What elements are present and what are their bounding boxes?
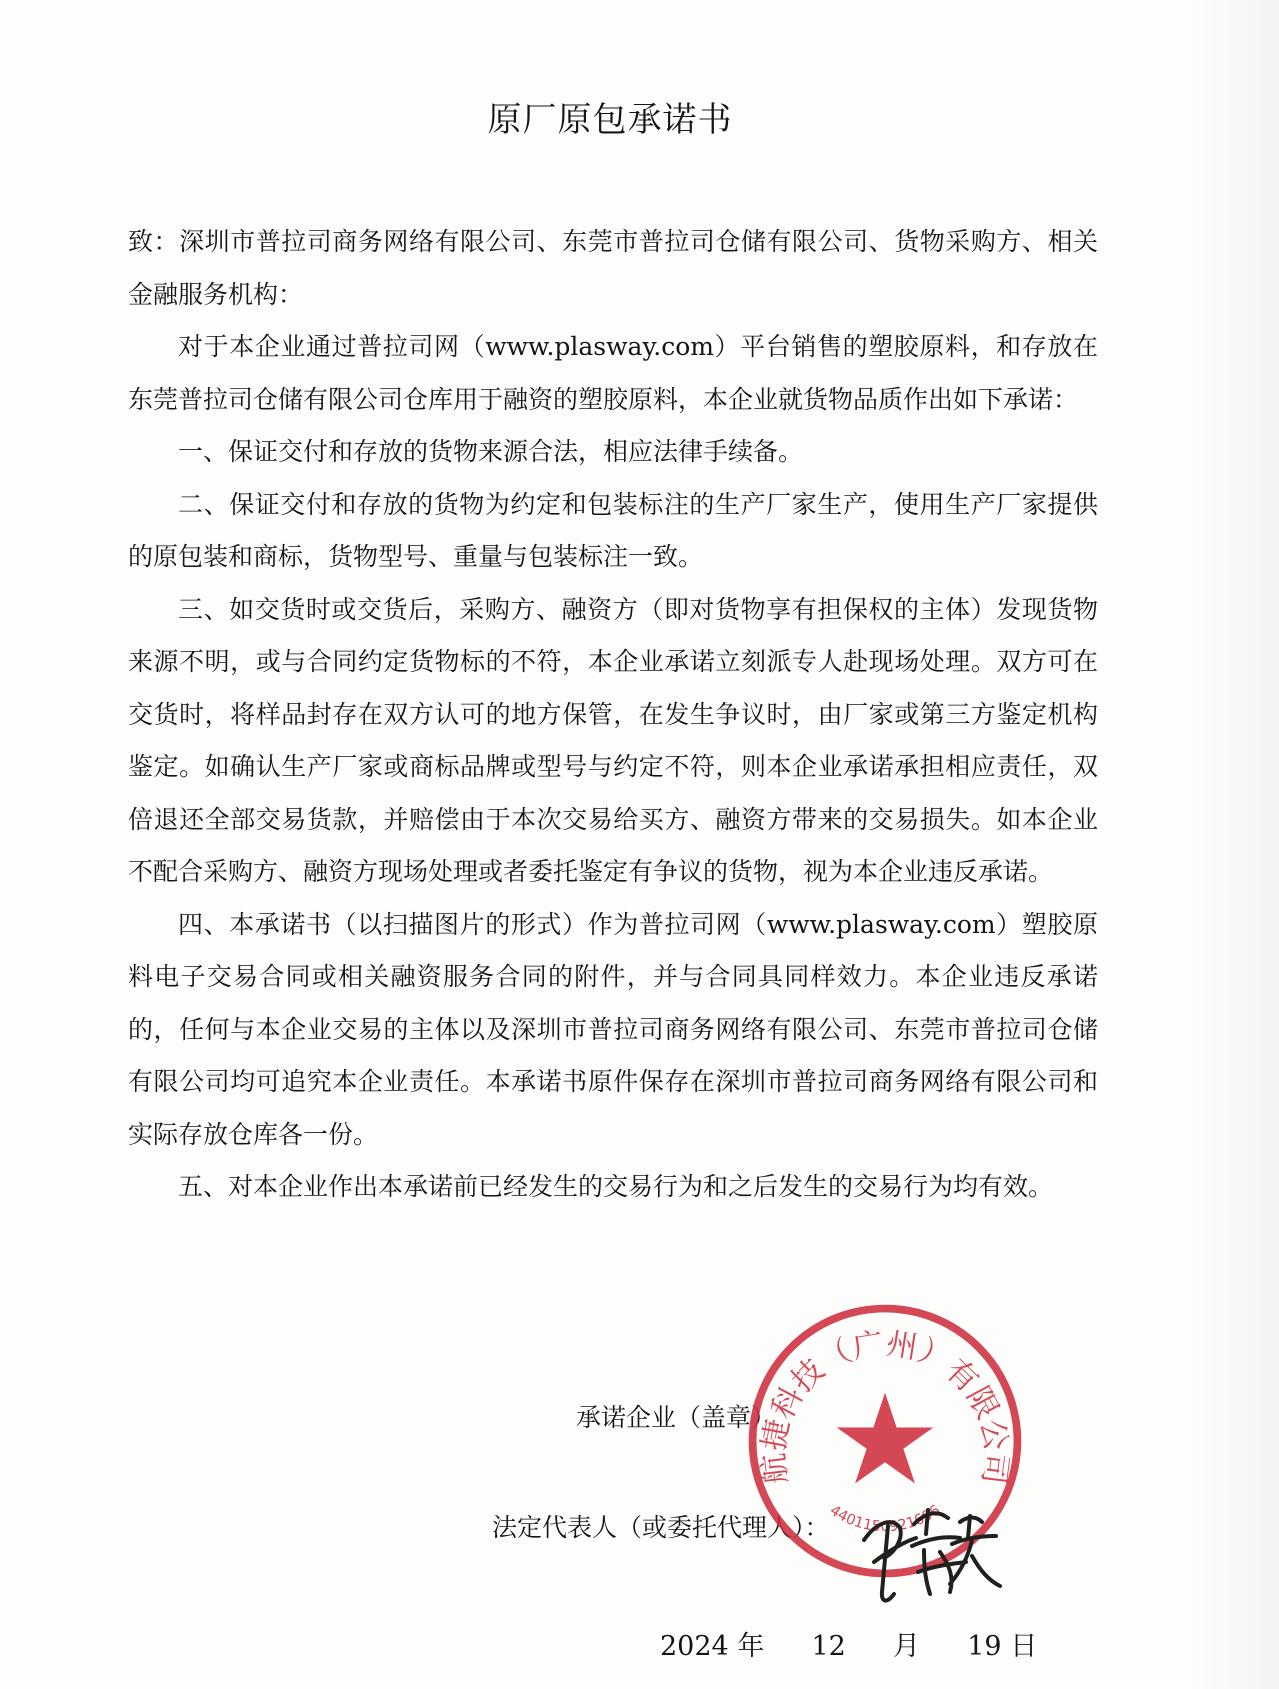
legal-representative-label: 法定代表人（或委托代理人）： [492, 1513, 830, 1542]
scan-edge-shadow [1189, 0, 1279, 1689]
signing-date [660, 1624, 1037, 1663]
date-year-unit: 年 [737, 1631, 765, 1662]
commitment-item-2: 二、保证交付和存放的货物为约定和包装标注的生产厂家生产，使用生产厂家提供的原包装和商标，货物型号、重量与包装标注一致。 [128, 489, 1098, 571]
seal-number-text: 4401150921696 [826, 1502, 944, 1536]
commitment-item-5: 五、对本企业作出本承诺前已经发生的交易行为和之后发生的交易行为均有效。 [178, 1172, 1054, 1201]
document-title: 原厂原包承诺书 [487, 100, 733, 140]
addressee-line: 致：深圳市普拉司商务网络有限公司、东莞市普拉司仓储有限公司、货物采购方、相关金融服务机构： [128, 227, 1098, 309]
handwritten-signature [856, 1500, 1006, 1610]
date-day: 19 [967, 1631, 1002, 1662]
intro-paragraph: 对于本企业通过普拉司网（www.plasway.com）平台销售的塑胶原料，和存放在东莞普拉司仓储有限公司仓库用于融资的塑胶原料，本企业就货物品质作出如下承诺： [128, 332, 1098, 414]
seal-star-icon [837, 1393, 934, 1484]
date-day-unit: 日 [1010, 1631, 1038, 1662]
company-seal-label: 承诺企业（盖章） [576, 1403, 777, 1432]
commitment-item-4: 四、本承诺书（以扫描图片的形式）作为普拉司网（www.plasway.com）塑胶原料电子交易合同或相关融资服务合同的附件，并与合同具同样效力。本企业违反承诺的，任何与本企业交易的主体以及深圳市普拉司商务网络有限公司、东莞市普拉司仓储有限公司均可追究本企业责任。本承诺书原件保存在深圳市普拉司商务网络有限公司和实际存放仓库各一份。 [128, 909, 1098, 1149]
document-body [128, 216, 1098, 1214]
seal-company-text: 航捷科技（广州）有限公司 [755, 1325, 1015, 1487]
date-month-unit: 月 [893, 1631, 921, 1662]
commitment-item-1: 一、保证交付和存放的货物来源合法，相应法律手续备。 [178, 437, 804, 466]
commitment-item-3: 三、如交货时或交货后，采购方、融资方（即对货物享有担保权的主体）发现货物来源不明，或与合同约定货物标的不符，本企业承诺立刻派专人赴现场处理。双方可在交货时，将样品封存在双方认可的地方保管，在发生争议时，由厂家或第三方鉴定机构鉴定。如确认生产厂家或商标品牌或型号与约定不符，则本企业承诺承担相应责任，双倍退还全部交易货款，并赔偿由于本次交易给买方、融资方带来的交易损失。如本企业不配合采购方、融资方现场处理或者委托鉴定有争议的货物，视为本企业违反承诺。 [128, 594, 1098, 886]
date-month: 12 [811, 1631, 846, 1662]
date-year: 2024 [660, 1631, 729, 1662]
